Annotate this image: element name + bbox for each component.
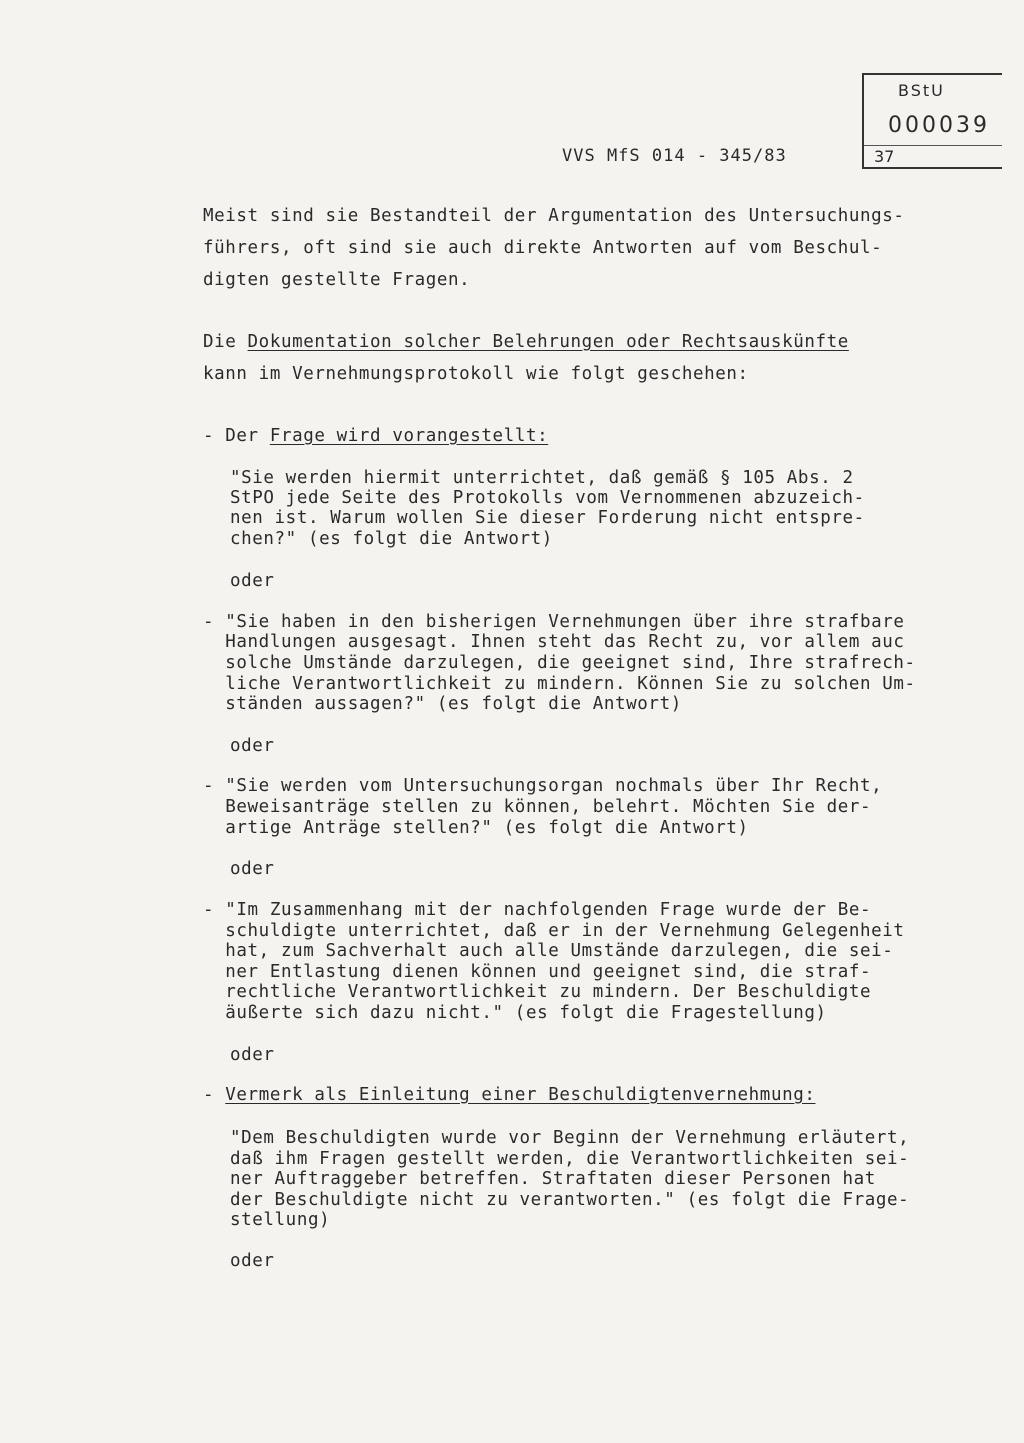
text-line: kann im Vernehmungsprotokoll wie folgt geschehen:: [203, 364, 749, 384]
page-number: 37: [874, 147, 895, 166]
text-line: oder: [230, 571, 275, 591]
text-line: ner Auftraggeber betreffen. Straftaten dieser Personen hat: [230, 1169, 876, 1189]
text-line: führers, oft sind sie auch direkte Antworten auf vom Beschul-: [203, 238, 883, 258]
text-line: nen ist. Warum wollen Sie dieser Forderung nicht entspre-: [230, 508, 865, 528]
text-line: "Sie werden hiermit unterrichtet, daß gemäß § 105 Abs. 2: [230, 468, 854, 488]
text-line: artige Anträge stellen?" (es folgt die Antwort): [203, 818, 749, 838]
underlined-text: Dokumentation solcher Belehrungen oder Rechtsauskünfte: [247, 332, 849, 352]
text-line: [203, 332, 849, 352]
text-line: oder: [230, 1045, 275, 1065]
text-line: hat, zum Sachverhalt auch alle Umstände darzulegen, die sei-: [203, 941, 894, 961]
text-plain: Die: [203, 332, 248, 352]
text-line: - "Im Zusammenhang mit der nachfolgenden Frage wurde der Be-: [203, 900, 872, 920]
text-line: - "Sie haben in den bisherigen Vernehmungen über ihre strafbare: [203, 612, 905, 632]
document-reference: VVS MfS 014 - 345/83: [562, 146, 787, 166]
text-line: liche Verantwortlichkeit zu mindern. Können Sie zu solchen Um-: [203, 674, 916, 694]
text-line: stellung): [230, 1210, 331, 1230]
underlined-text: Frage wird vorangestellt:: [269, 426, 549, 446]
text-line: "Dem Beschuldigten wurde vor Beginn der Vernehmung erläutert,: [230, 1128, 910, 1148]
text-line: digten gestellte Fragen.: [203, 270, 471, 290]
text-line: Beweisanträge stellen zu können, belehrt. Möchten Sie der-: [203, 797, 872, 817]
text-line: ner Entlastung dienen können und geeignet sind, die straf-: [203, 962, 872, 982]
text-line: ständen aussagen?" (es folgt die Antwort): [203, 694, 682, 714]
text-line: rechtliche Verantwortlichkeit zu mindern. Der Beschuldigte: [203, 982, 872, 1002]
text-line: daß ihm Fragen gestellt werden, die Verantwortlichkeiten sei-: [230, 1149, 910, 1169]
section-heading: [203, 426, 548, 446]
text-line: oder: [230, 859, 275, 879]
text-line: - "Sie werden vom Untersuchungsorgan nochmals über Ihr Recht,: [203, 776, 883, 796]
text-line: Handlungen ausgesagt. Ihnen steht das Recht zu, vor allem auc: [203, 632, 905, 652]
text-plain: -: [203, 1085, 226, 1105]
text-line: chen?" (es folgt die Antwort): [230, 529, 553, 549]
text-line: solche Umstände darzulegen, die geeignet sind, Ihre strafrech-: [203, 653, 916, 673]
text-line: oder: [230, 1251, 275, 1271]
stamp-divider: [864, 145, 1002, 146]
text-line: äußerte sich dazu nicht." (es folgt die Fragestellung): [203, 1003, 827, 1023]
text-line: oder: [230, 736, 275, 756]
text-line: der Beschuldigte nicht zu verantworten." (es folgt die Frage-: [230, 1190, 910, 1210]
archive-stamp: [862, 73, 1002, 169]
text-line: Meist sind sie Bestandteil der Argumentation des Untersuchungs-: [203, 206, 905, 226]
text-line: StPO jede Seite des Protokolls vom Vernommenen abzuzeich-: [230, 488, 865, 508]
text-line: schuldigte unterrichtet, daß er in der Vernehmung Gelegenheit: [203, 921, 905, 941]
underlined-text: Vermerk als Einleitung einer Beschuldigtenvernehmung:: [225, 1085, 816, 1105]
text-plain: - Der: [203, 426, 270, 446]
section-heading: [203, 1085, 815, 1105]
stamp-org: BStU: [898, 81, 945, 100]
stamp-number: 000039: [888, 113, 990, 138]
